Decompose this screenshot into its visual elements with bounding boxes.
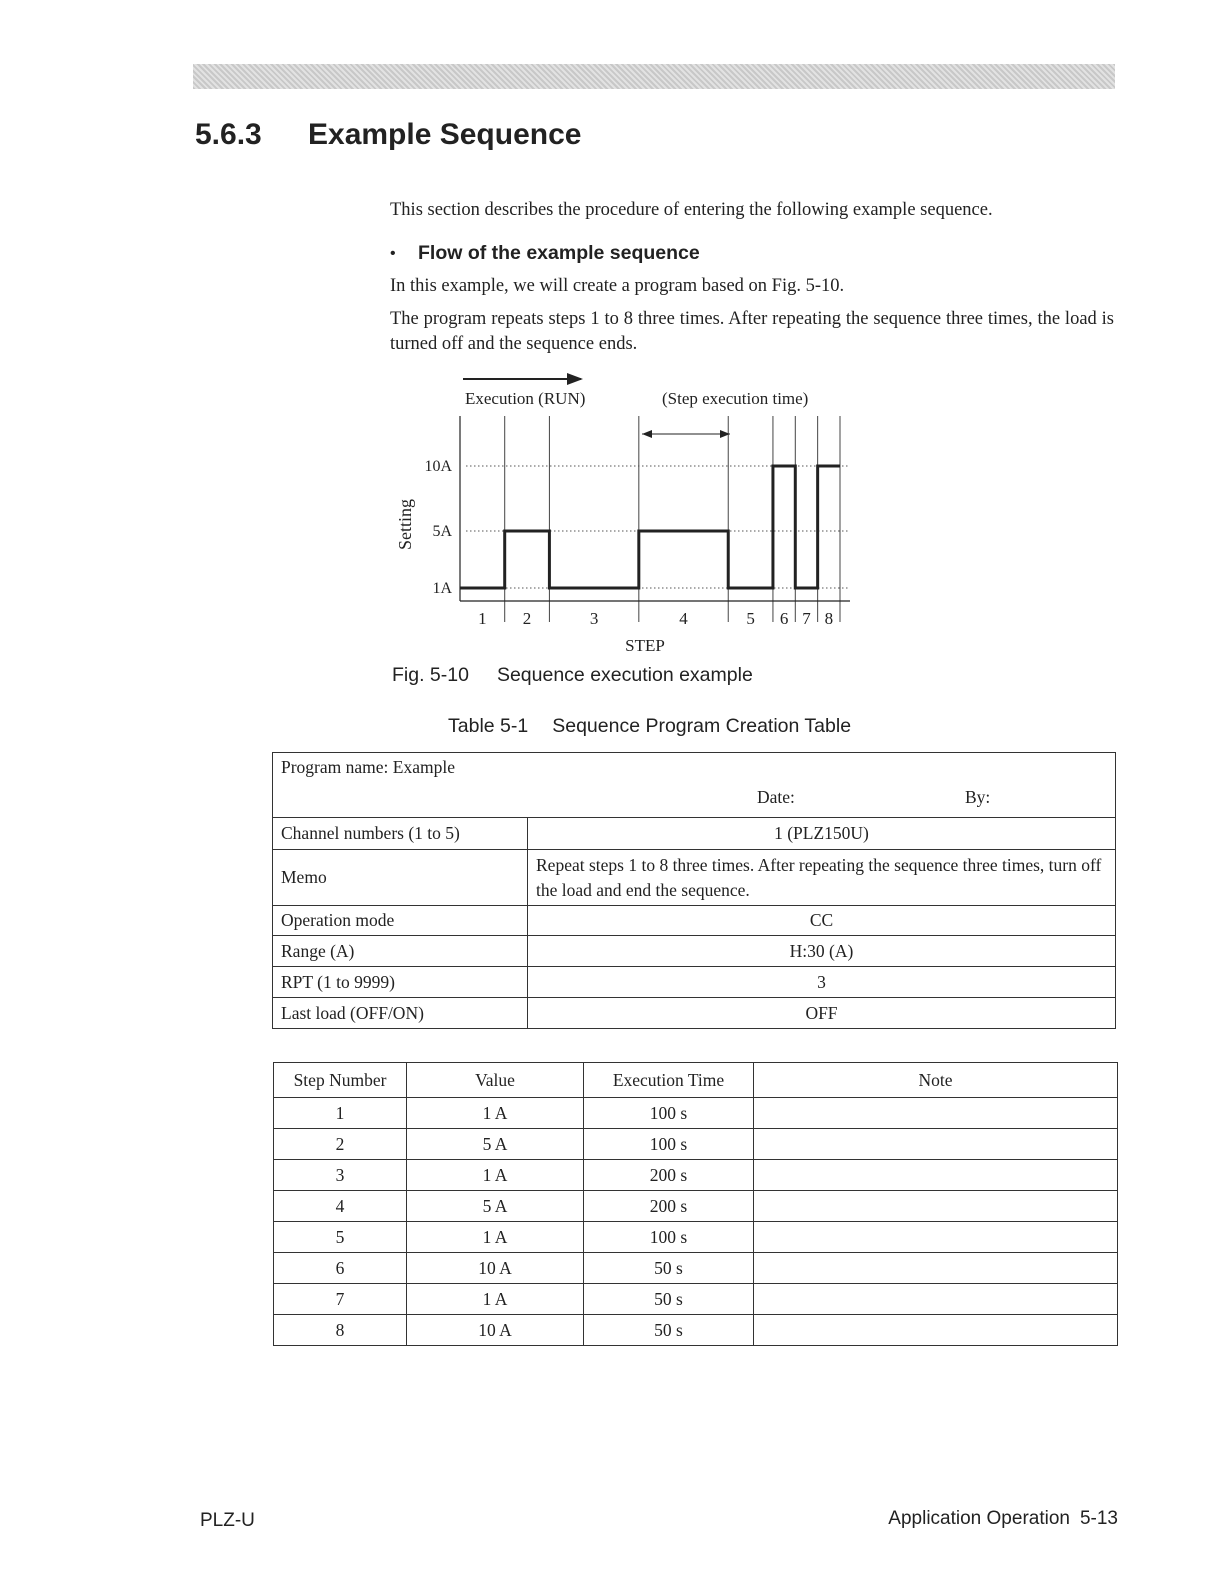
table-row	[273, 906, 1116, 936]
y-tick-label: 1A	[432, 580, 452, 597]
program-header-row	[273, 753, 1116, 818]
cell-value: 5 A	[407, 1129, 584, 1160]
table-title: Sequence Program Creation Table	[552, 715, 852, 737]
x-axis-label: STEP	[625, 636, 665, 655]
cell-step: 8	[274, 1315, 407, 1346]
cell-time: 100 s	[584, 1222, 754, 1253]
footer-page-number: 5-13	[1079, 1508, 1118, 1529]
cell-step: 4	[274, 1191, 407, 1222]
intro-paragraph: This section describes the procedure of entering the following example sequence.	[390, 200, 993, 220]
date-label: Date:	[757, 787, 795, 807]
cell-note	[754, 1160, 1118, 1191]
section-header-bar	[193, 64, 1115, 89]
cell-value: 1 A	[407, 1160, 584, 1191]
chart-y-ticks	[424, 458, 452, 597]
cell-note	[754, 1191, 1118, 1222]
step-label: 2	[522, 609, 532, 628]
row-label: Channel numbers (1 to 5)	[273, 818, 528, 850]
table-row	[273, 998, 1116, 1029]
program-header-cell	[273, 753, 1116, 818]
cell-time: 100 s	[584, 1098, 754, 1129]
table-row	[274, 1129, 1118, 1160]
table-row	[274, 1160, 1118, 1191]
table-row	[274, 1098, 1118, 1129]
cell-value: 10 A	[407, 1253, 584, 1284]
step-time-annotation: (Step execution time)	[662, 389, 809, 408]
cell-value: 5 A	[407, 1191, 584, 1222]
step-label: 4	[679, 609, 688, 628]
row-value: CC	[528, 906, 1116, 936]
program-name: Program name: Example	[281, 757, 455, 777]
table-row	[273, 936, 1116, 967]
cell-note	[754, 1284, 1118, 1315]
sequence-chart	[380, 366, 860, 660]
column-header: Note	[754, 1063, 1118, 1098]
table-caption	[448, 715, 875, 738]
cell-step: 1	[274, 1098, 407, 1129]
cell-step: 2	[274, 1129, 407, 1160]
y-axis-label: Setting	[395, 498, 415, 550]
run-annotation: Execution (RUN)	[465, 389, 586, 408]
footer-section-title: Application Operation	[888, 1508, 1070, 1529]
cell-time: 200 s	[584, 1191, 754, 1222]
row-value: H:30 (A)	[528, 936, 1116, 967]
row-label: Range (A)	[273, 936, 528, 967]
table-row	[273, 850, 1116, 906]
step-labels	[478, 609, 833, 628]
cell-note	[754, 1315, 1118, 1346]
step-label: 6	[779, 609, 789, 628]
cell-time: 100 s	[584, 1129, 754, 1160]
cell-step: 5	[274, 1222, 407, 1253]
cell-time: 50 s	[584, 1284, 754, 1315]
table-row	[274, 1222, 1118, 1253]
row-label: RPT (1 to 9999)	[273, 967, 528, 998]
paragraph-1: In this example, we will create a program based on Fig. 5-10.	[390, 276, 845, 296]
step-label: 7	[802, 609, 811, 628]
y-tick-label: 5A	[432, 523, 452, 540]
by-label: By:	[965, 787, 991, 807]
figure-caption	[392, 664, 781, 687]
cell-note	[754, 1129, 1118, 1160]
cell-time: 50 s	[584, 1253, 754, 1284]
step-label: 1	[478, 609, 487, 628]
footer-page-info	[888, 1508, 1118, 1530]
step-table-header	[274, 1063, 1118, 1098]
row-label: Operation mode	[273, 906, 528, 936]
cell-note	[754, 1222, 1118, 1253]
footer-product: PLZ-U	[200, 1510, 255, 1531]
table-row	[273, 967, 1116, 998]
cell-note	[754, 1098, 1118, 1129]
table-row	[274, 1284, 1118, 1315]
step-time-arrowhead-left	[642, 430, 652, 438]
step-label: 8	[824, 609, 834, 628]
table-number: Table 5-1	[448, 715, 529, 737]
table-row	[274, 1315, 1118, 1346]
row-label: Last load (OFF/ON)	[273, 998, 528, 1029]
step-table	[273, 1062, 1118, 1346]
figure-title: Sequence execution example	[496, 664, 753, 686]
cell-value: 10 A	[407, 1315, 584, 1346]
cell-time: 200 s	[584, 1160, 754, 1191]
column-header: Execution Time	[584, 1063, 754, 1098]
section-title: Example Sequence	[308, 118, 582, 151]
table-row	[274, 1191, 1118, 1222]
program-table	[272, 752, 1116, 1029]
row-label: Memo	[273, 850, 528, 906]
row-value: OFF	[528, 998, 1116, 1029]
section-number: 5.6.3	[195, 118, 262, 151]
table-row	[273, 818, 1116, 850]
cell-time: 50 s	[584, 1315, 754, 1346]
cell-value: 1 A	[407, 1284, 584, 1315]
cell-step: 6	[274, 1253, 407, 1284]
cell-value: 1 A	[407, 1098, 584, 1129]
cell-step: 7	[274, 1284, 407, 1315]
chart-grid	[466, 416, 850, 622]
row-value: 3	[528, 967, 1116, 998]
sequence-waveform	[460, 466, 840, 588]
row-value: 1 (PLZ150U)	[528, 818, 1116, 850]
column-header: Value	[407, 1063, 584, 1098]
bullet-heading	[390, 242, 700, 265]
table-row	[274, 1253, 1118, 1284]
cell-value: 1 A	[407, 1222, 584, 1253]
column-header: Step Number	[274, 1063, 407, 1098]
step-label: 5	[746, 609, 755, 628]
paragraph-2: The program repeats steps 1 to 8 three times. After repeating the sequence three times, the load is turned off and the sequence ends.	[390, 309, 1114, 354]
row-value: Repeat steps 1 to 8 three times. After repeating the sequence three times, turn off the load and end the sequence.	[528, 850, 1116, 906]
step-label: 3	[589, 609, 599, 628]
figure-number: Fig. 5-10	[392, 664, 469, 686]
cell-step: 3	[274, 1160, 407, 1191]
y-tick-label: 10A	[424, 458, 452, 475]
bullet-heading-text: Flow of the example sequence	[418, 242, 700, 264]
bullet-icon: •	[390, 244, 396, 262]
cell-note	[754, 1253, 1118, 1284]
